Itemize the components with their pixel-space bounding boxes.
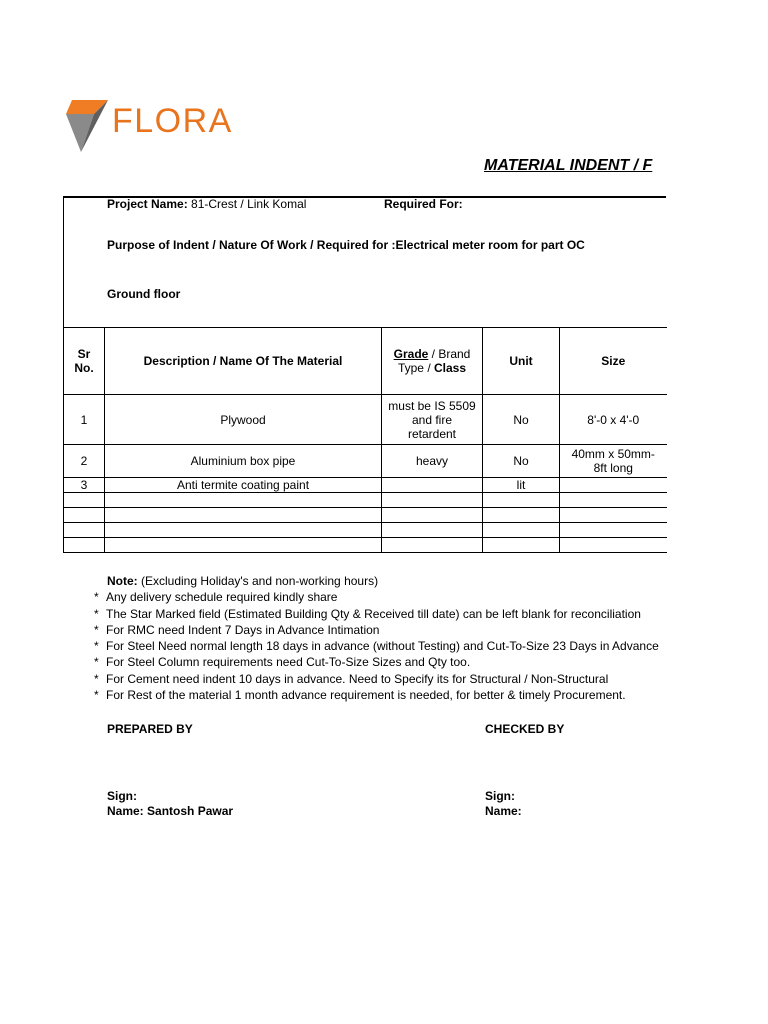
notes-label-suffix: (Excluding Holiday's and non-working hours) (137, 574, 379, 588)
header-type-word: Type / (397, 361, 434, 375)
page-title: MATERIAL INDENT / F (484, 157, 653, 174)
cell-size: 8'-0 x 4'-0 (560, 395, 667, 445)
prepared-name-line (107, 804, 233, 818)
header-sr-line2: No. (74, 361, 94, 375)
table-header-row (64, 328, 667, 395)
checked-by-label: CHECKED BY (485, 722, 565, 736)
table-row-empty (64, 523, 667, 538)
floor-line: Ground floor (107, 287, 181, 301)
cell-unit: No (483, 395, 560, 445)
table-row (64, 445, 667, 478)
note-item: * The Star Marked field (Estimated Building Qty & Received till date) can be left blank for reconciliation (94, 606, 641, 621)
purpose-line: Purpose of Indent / Nature Of Work / Required for :Electrical meter room for part OC (107, 238, 585, 252)
table-row (64, 478, 667, 493)
required-for-label: Required For: (384, 197, 463, 211)
note-item: * Any delivery schedule required kindly share (94, 590, 338, 605)
cell-description: Aluminium box pipe (105, 445, 382, 478)
cell-description: Anti termite coating paint (105, 478, 382, 493)
notes-section (94, 573, 666, 703)
cell-grade: heavy (382, 445, 483, 478)
cell-unit: No (483, 445, 560, 478)
header-grade-word: Grade (393, 347, 429, 361)
prepared-sign-label: Sign: (107, 789, 137, 803)
cell-size-line: 40mm x 50mm- (571, 447, 655, 461)
project-name-line (107, 197, 306, 211)
project-name-value: 81-Crest / Link Komal (191, 197, 307, 211)
header-description: Description / Name Of The Material (105, 328, 382, 395)
cell-grade-line: must be IS 5509 (388, 398, 476, 413)
note-item: * For RMC need Indent 7 Days in Advance Intimation (94, 622, 380, 637)
cell-grade (382, 395, 483, 445)
header-grade (382, 328, 483, 395)
note-item: * For Steel Need normal length 18 days in advance (without Testing) and Cut-To-Size 23 Days in Advance (94, 639, 659, 654)
header-sr-line1: Sr (77, 347, 91, 361)
table-row-empty (64, 493, 667, 508)
note-item: * For Rest of the material 1 month advance requirement is needed, for better & timely Procurement. (94, 688, 626, 703)
table-row-empty (64, 508, 667, 523)
header-class-word: Class (434, 361, 467, 375)
prepared-name-label: Name: (107, 804, 144, 818)
header-brand-word: / Brand (428, 347, 471, 361)
frame-left-border (63, 196, 64, 328)
cell-description: Plywood (105, 395, 382, 445)
notes-label: Note: (107, 574, 138, 588)
flora-logo (64, 98, 254, 154)
note-item: * For Steel Column requirements need Cut-To-Size Sizes and Qty too. (94, 655, 471, 670)
checked-sign-label: Sign: (485, 789, 515, 803)
logo-wordmark: FLORA (112, 102, 233, 140)
table-row (64, 395, 667, 445)
cell-sr: 2 (64, 445, 105, 478)
cell-size (560, 445, 667, 478)
cell-unit: lit (483, 478, 560, 493)
cell-grade-line: and fire (411, 412, 453, 427)
cell-sr: 1 (64, 395, 105, 445)
checked-name-label: Name: (485, 804, 522, 818)
header-size: Size (560, 328, 667, 395)
cell-grade (382, 478, 483, 493)
cell-sr: 3 (64, 478, 105, 493)
note-item: * For Cement need indent 10 days in advance. Need to Specify its for Structural / Non-Structural (94, 671, 609, 686)
prepared-name-value: Santosh Pawar (147, 804, 234, 818)
checked-name-line (485, 804, 522, 818)
header-unit: Unit (483, 328, 560, 395)
flora-logo-mark-icon (64, 98, 110, 154)
project-name-label: Project Name: (107, 197, 188, 211)
cell-size (560, 478, 667, 493)
header-sr-no (64, 328, 105, 395)
cell-size-line: 8ft long (593, 461, 633, 475)
material-table (63, 327, 667, 553)
cell-grade-line: retardent (407, 426, 457, 441)
prepared-by-label: PREPARED BY (107, 722, 193, 736)
table-row-empty (64, 538, 667, 553)
